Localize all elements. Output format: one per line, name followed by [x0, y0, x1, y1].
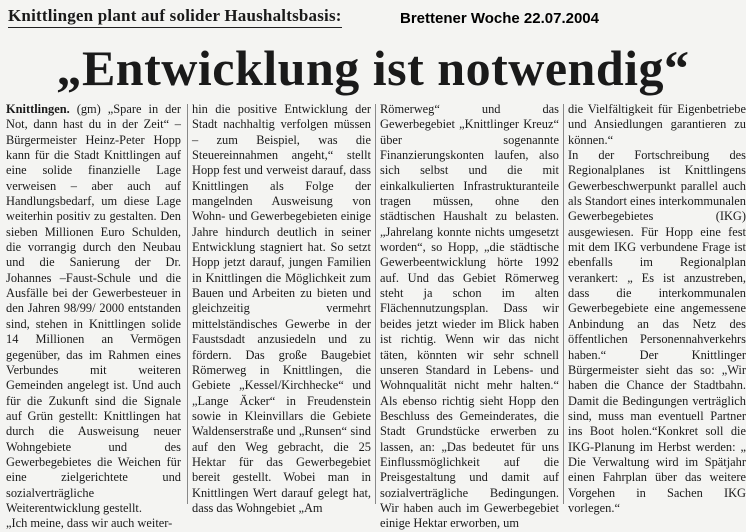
- kicker-line: Knittlingen plant auf solider Haushaltsbasis:: [8, 6, 342, 28]
- paragraph: Römerweg“ und das Gewerbegebiet „Knittlinger Kreuz“ über sogenannte Finanzierungskonten laufen, also sich selbst und die mit einkalkulierten Infrastrukturanteile tragen müssen, ohne den städtischen Haushalt zu belasten. „Jahrelang konnte nichts umgesetzt worden“, so Hopp, „die städtische Gewerbeentwicklung hörte 1992 auf. Und das Gebiet Römerweg steht ja schon im alten Flächennutzungsplan. Dass wir beides jetzt wieder im Blick haben ist richtig. Wenn wir das nicht täten, könnten wir sehr schnell unseren Standard in Lebens- und Wohnqualität nicht mehr halten.“ Als ebenso richtig sieht Hopp den Beschluss des Gemeinderates, die Stadt Grundstücke erwerben zu lassen, an: „Das bedeutet für uns Einflussmöglichkeit auf die Preisgestaltung und damit auf sozialverträgliche Bedingungen. Wir haben auch im Gewerbegebiet einige Hektar erworben, um: [380, 102, 559, 531]
- headline: „Entwicklung ist notwendig“: [56, 40, 690, 96]
- column-1: [6, 102, 181, 531]
- dateline: Knittlingen.: [6, 102, 70, 116]
- column-2: [192, 102, 371, 515]
- column-4: [568, 102, 746, 515]
- lead-text: (gm) „Spare in der Not, dann hast du in der Zeit“ – Bürgermeister Heinz-Peter Hopp kann für die Stadt Knittlingen auf eine solide finanzielle Lage verweisen – aber auch auf Handlungsbedarf, um diese Lage weiterhin positiv zu gestalten. Den sieben Millionen Euro Schulden, die vorrangig durch den Neubau und die Sanierung der Dr. Johannes –Faust-Schule und die Ausfälle bei der Gewerbesteuer in den Jahren 98/99/ 2000 entstanden sind, stehen in Knittlingen solide 14 Millionen an Vermögen gegenüber, das im Rahmen eines Verbundes mit weiteren Gemeinden angelegt ist. Und auch für die Zukunft sind die Signale auf Grün gestellt: Knittlingen hat durch die Ausweisung neuer Wohngebiete und des Gewerbegebietes die Weichen für eine zielgerichtete und sozialverträgliche Weiterentwicklung gestellt.: [6, 102, 181, 515]
- article-body: [6, 102, 746, 531]
- column-3: [380, 102, 559, 531]
- paragraph: In der Fortschreibung des Regionalplanes ist Knittlingens Gewerbeschwerpunkt parallel auch als Standort eines interkommunalen Gewerbegebietes (IKG) ausgewiesen. Für Hopp eine fest mit dem IKG verbundene Frage ist ebenfalls im Regionalplan verankert: „ Es ist anzustreben, dass die interkommunalen Gewerbegebiete eine angemessene Anbindung an das Netz des öffentlichen Personennahverkehrs haben.“ Der Knittlinger Bürgermeister sieht das so: „Wir haben die Chance der Stadtbahn. Damit die Bedingungen verträglich sind, muss man eventuell Partner ins Boot holen.“Konkret soll die IKG-Planung im Herbst werden: „ Die Verwaltung wird im Spätjahr einen Fahrplan über das weitere Vorgehen in Sachen IKG vorlegen.“: [568, 148, 746, 515]
- paragraph: [6, 102, 181, 516]
- paragraph: „Ich meine, dass wir auch weiter-: [6, 516, 173, 531]
- source-label: Brettener Woche 22.07.2004: [400, 10, 599, 27]
- paragraph: die Vielfältigkeit für Eigenbetriebe und Ansiedlungen garantieren zu können.“: [568, 102, 746, 147]
- paragraph: hin die positive Entwicklung der Stadt nachhaltig verfolgen müssen – zum Beispiel, was die Steuereinnahmen angeht,“ stellt Hopp fest und verweist darauf, dass Knittlingen als Folge der mangelnden Ausweisung von Wohn- und Gewerbegebieten einige Jahre hindurch deutlich in seiner Entwicklung stagniert hat. So setzt Hopp jetzt darauf, jungen Familien in Knittlingen die Möglichkeit zum Bauen und Arbeiten zu bieten und gleichzeitig vermehrt mittelständisches Gewerbe in der Faustsdadt anzusiedeln und zu fördern. Das große Baugebiet Römerweg in Knittlingen, die Gebiete „Kessel/Kirchhecke“ und „Lange Äcker“ in Freudenstein sowie in Kleinvillars die Gebiete Waldenserstraße und „Runsen“ sind auf den Weg gebracht, die 25 Hektar für das Gewerbegebiet bereit gestellt. Wobei man in Knittlingen Wert darauf gelegt hat, dass das Wohngebiet „Am: [192, 102, 371, 515]
